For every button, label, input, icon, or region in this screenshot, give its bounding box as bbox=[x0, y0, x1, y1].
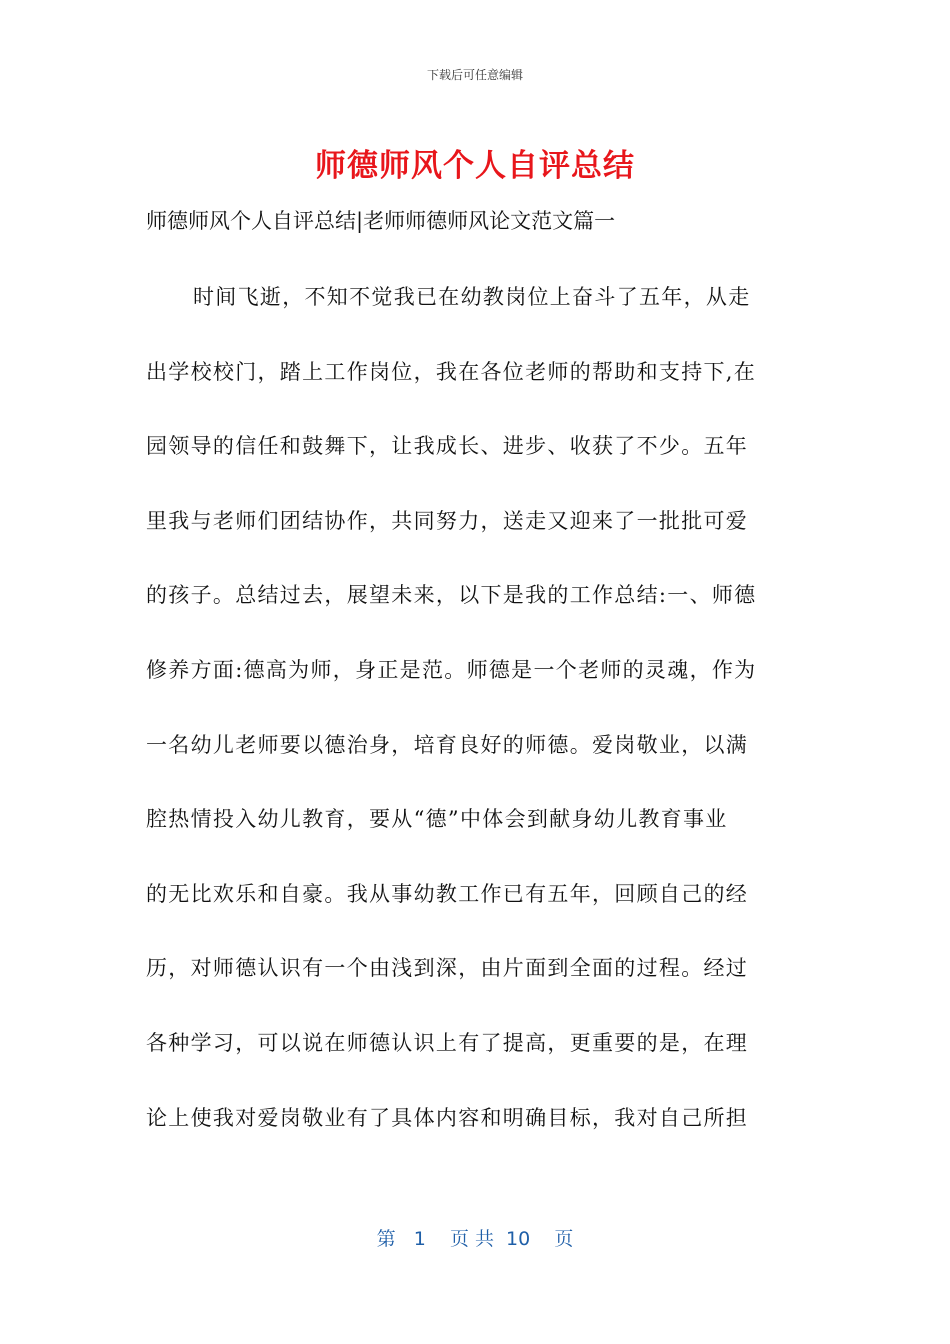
body-text bbox=[146, 279, 806, 1174]
document-subtitle: 师德师风个人自评总结|老师师德师风论文范文篇一 bbox=[146, 209, 616, 233]
body-line: 里我与老师们团结协作，共同努力，送走又迎来了一批批可爱 bbox=[146, 508, 749, 533]
body-line: 时间飞逝，不知不觉我已在幼教岗位上奋斗了五年，从走 bbox=[193, 285, 751, 309]
body-line: 腔热情投入幼儿教育，要从“德”中体会到献身幼儿教育事业 bbox=[146, 807, 728, 832]
page-number-footer: 第 1 页 共 10 页 bbox=[376, 1228, 574, 1250]
document-title: 师德师风个人自评总结 bbox=[315, 148, 635, 184]
body-line: 园领导的信任和鼓舞下，让我成长、进步、收获了不少。五年 bbox=[146, 434, 749, 459]
body-line: 论上使我对爱岗敬业有了具体内容和明确目标，我对自己所担 bbox=[146, 1105, 749, 1130]
body-line: 各种学习，可以说在师德认识上有了提高，更重要的是，在理 bbox=[146, 1030, 749, 1055]
body-line: 的无比欢乐和自豪。我从事幼教工作已有五年，回顾自己的经 bbox=[146, 881, 749, 906]
body-line: 一名幼儿老师要以德治身，培育良好的师德。爱岗敬业，以满 bbox=[146, 732, 749, 757]
body-line: 修养方面:德高为师，身正是范。师德是一个老师的灵魂，作为 bbox=[146, 657, 757, 682]
body-line: 的孩子。总结过去，展望未来，以下是我的工作总结:一、师德 bbox=[146, 583, 757, 608]
body-line: 历，对师德认识有一个由浅到深，由片面到全面的过程。经过 bbox=[146, 956, 749, 981]
body-line: 出学校校门，踏上工作岗位，我在各位老师的帮助和支持下,在 bbox=[146, 359, 757, 384]
header-note: 下载后可任意编辑 bbox=[426, 68, 523, 82]
